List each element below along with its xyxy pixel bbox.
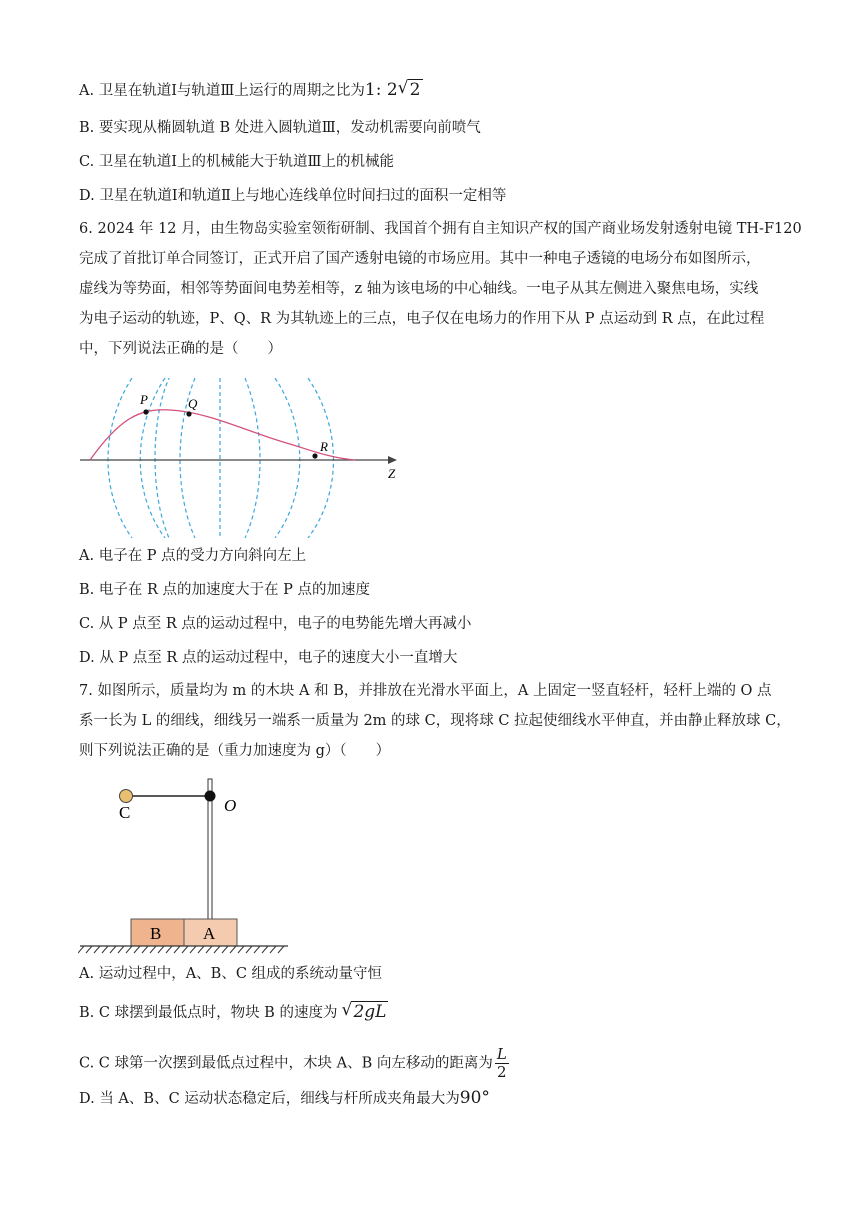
- q7-option-d: [79, 1088, 490, 1109]
- hatch-mark: [190, 946, 196, 953]
- hatch-mark: [158, 946, 164, 953]
- q6-stem-line: 为电子运动的轨迹，P、Q、R 为其轨迹上的三点，电子仅在电场力的作用下从 P 点运动到 R 点，在此过程: [79, 311, 765, 327]
- q7-option-b-sqrt: √ 2gL: [341, 1000, 387, 1022]
- hatch-mark: [278, 946, 284, 953]
- q6-lens-figure: [70, 378, 410, 538]
- q7-stem-line: 系一长为 L 的细线，细线另一端系一质量为 2m 的球 C，现将球 C 拉起使细线水平伸直，并由静止释放球 C，: [79, 713, 791, 729]
- q6-stem-line: 中，下列说法正确的是（ ）: [79, 341, 282, 357]
- q6-stem-line: 虚线为等势面，相邻等势面间电势差相等，z 轴为该电场的中心轴线。一电子从其左侧进入聚焦电场，实线: [79, 281, 759, 297]
- equipotential-line: [108, 378, 132, 538]
- q7-option-d-value: 90°: [459, 1088, 490, 1108]
- q7-option-d-text: D. 当 A、B、C 运动状态稳定后，细线与杆所成夹角最大为: [79, 1091, 460, 1107]
- hatch-mark: [110, 946, 116, 953]
- q7-option-a: A. 运动过程中，A、B、C 组成的系统动量守恒: [79, 966, 383, 982]
- q7-option-c-text: C. C 球第一次摆到最低点过程中，木块 A、B 向左移动的距离为: [79, 1055, 493, 1072]
- hatch-mark: [198, 946, 204, 953]
- q6-stem-line: 6. 2024 年 12 月，由生物岛实验室领衔研制、我国首个拥有自主知识产权的国产商业场发射透射电镜 TH-F120: [79, 221, 802, 237]
- electron-trajectory: [90, 410, 355, 460]
- label-b: B: [150, 924, 162, 943]
- point-q-dot: [186, 411, 191, 416]
- equipotential-line: [245, 378, 260, 538]
- point-p-dot: [143, 409, 148, 414]
- hatch-mark: [238, 946, 244, 953]
- q7-stem: [79, 676, 791, 766]
- q6-stem: [79, 214, 802, 364]
- q5-option-b: B. 要实现从椭圆轨道 B 处进入圆轨道Ⅲ，发动机需要向前喷气: [79, 120, 481, 136]
- q6-option-c: C. 从 P 点至 R 点的运动过程中，电子的电势能先增大再减小: [79, 616, 472, 632]
- q6-stem-line: 完成了首批订单合同签订，正式开启了国产透射电镜的市场应用。其中一种电子透镜的电场分布如图所示，: [79, 251, 761, 267]
- q5-option-c: C. 卫星在轨道Ⅰ上的机械能大于轨道Ⅲ上的机械能: [79, 154, 395, 170]
- label-r: R: [320, 439, 328, 454]
- hatch-mark: [118, 946, 124, 953]
- hatch-mark: [174, 946, 180, 953]
- q7-stem-line: 7. 如图所示，质量均为 m 的木块 A 和 B，并排放在光滑水平面上，A 上固定一竖直轻杆，轻杆上端的 O 点: [79, 683, 772, 699]
- q7-stem-line: 则下列说法正确的是（重力加速度为 g）（ ）: [79, 743, 391, 759]
- hatch-mark: [142, 946, 148, 953]
- hatch-mark: [246, 946, 252, 953]
- q5-option-d: D. 卫星在轨道Ⅰ和轨道Ⅱ上与地心连线单位时间扫过的面积一定相等: [79, 188, 507, 204]
- fraction-denominator: 2: [497, 1063, 507, 1081]
- hatch-mark: [86, 946, 92, 953]
- q5-ratio-sqrt: √ 2: [397, 78, 421, 100]
- hatch-mark: [134, 946, 140, 953]
- q6-option-d: D. 从 P 点至 R 点的运动过程中，电子的速度大小一直增大: [79, 650, 458, 666]
- q5-ratio-left: 1: 2: [364, 80, 398, 100]
- q7-option-b-text: B. C 球摆到最低点时，物块 B 的速度为: [79, 1005, 338, 1021]
- q6-option-a: A. 电子在 P 点的受力方向斜向左上: [79, 548, 307, 564]
- q5-option-a-ratio: [365, 80, 423, 100]
- z-axis-arrow: [388, 456, 397, 464]
- q5-option-a: [79, 80, 423, 101]
- label-o: O: [224, 796, 237, 815]
- q7-option-c-fraction: [495, 1046, 509, 1081]
- hatch-mark: [262, 946, 268, 953]
- hatch-mark: [222, 946, 228, 953]
- label-a: A: [203, 924, 216, 943]
- hatch-mark: [150, 946, 156, 953]
- equipotential-line: [155, 378, 170, 538]
- hatch-mark: [78, 946, 84, 953]
- hatch-mark: [206, 946, 212, 953]
- label-z: Z: [388, 466, 396, 481]
- q7-pendulum-figure: [78, 776, 298, 956]
- q6-option-b: B. 电子在 R 点的加速度大于在 P 点的加速度: [79, 582, 370, 598]
- hatch-mark: [230, 946, 236, 953]
- hatch-mark: [270, 946, 276, 953]
- hatch-mark: [166, 946, 172, 953]
- hatch-mark: [102, 946, 108, 953]
- pivot-o: [205, 791, 216, 802]
- label-c: C: [119, 803, 131, 822]
- equipotential-line: [308, 378, 334, 538]
- hatch-mark: [254, 946, 260, 953]
- hatch-mark: [214, 946, 220, 953]
- hatch-mark: [182, 946, 188, 953]
- q7-option-b-root: 2gL: [353, 1002, 387, 1022]
- hatch-mark: [126, 946, 132, 953]
- q5-ratio-root: 2: [409, 80, 421, 100]
- label-q: Q: [188, 396, 198, 411]
- q7-option-b: [79, 1002, 388, 1023]
- point-r-dot: [312, 453, 317, 458]
- q5-option-a-text: A. 卫星在轨道Ⅰ与轨道Ⅲ上运行的周期之比为: [79, 83, 365, 99]
- hatch-mark: [94, 946, 100, 953]
- equipotential-line: [275, 378, 300, 538]
- ball-c: [120, 790, 133, 803]
- label-p: P: [140, 392, 148, 407]
- ground-hatch: [78, 946, 284, 953]
- fraction-numerator: L: [496, 1045, 507, 1063]
- q7-option-c: [79, 1046, 509, 1081]
